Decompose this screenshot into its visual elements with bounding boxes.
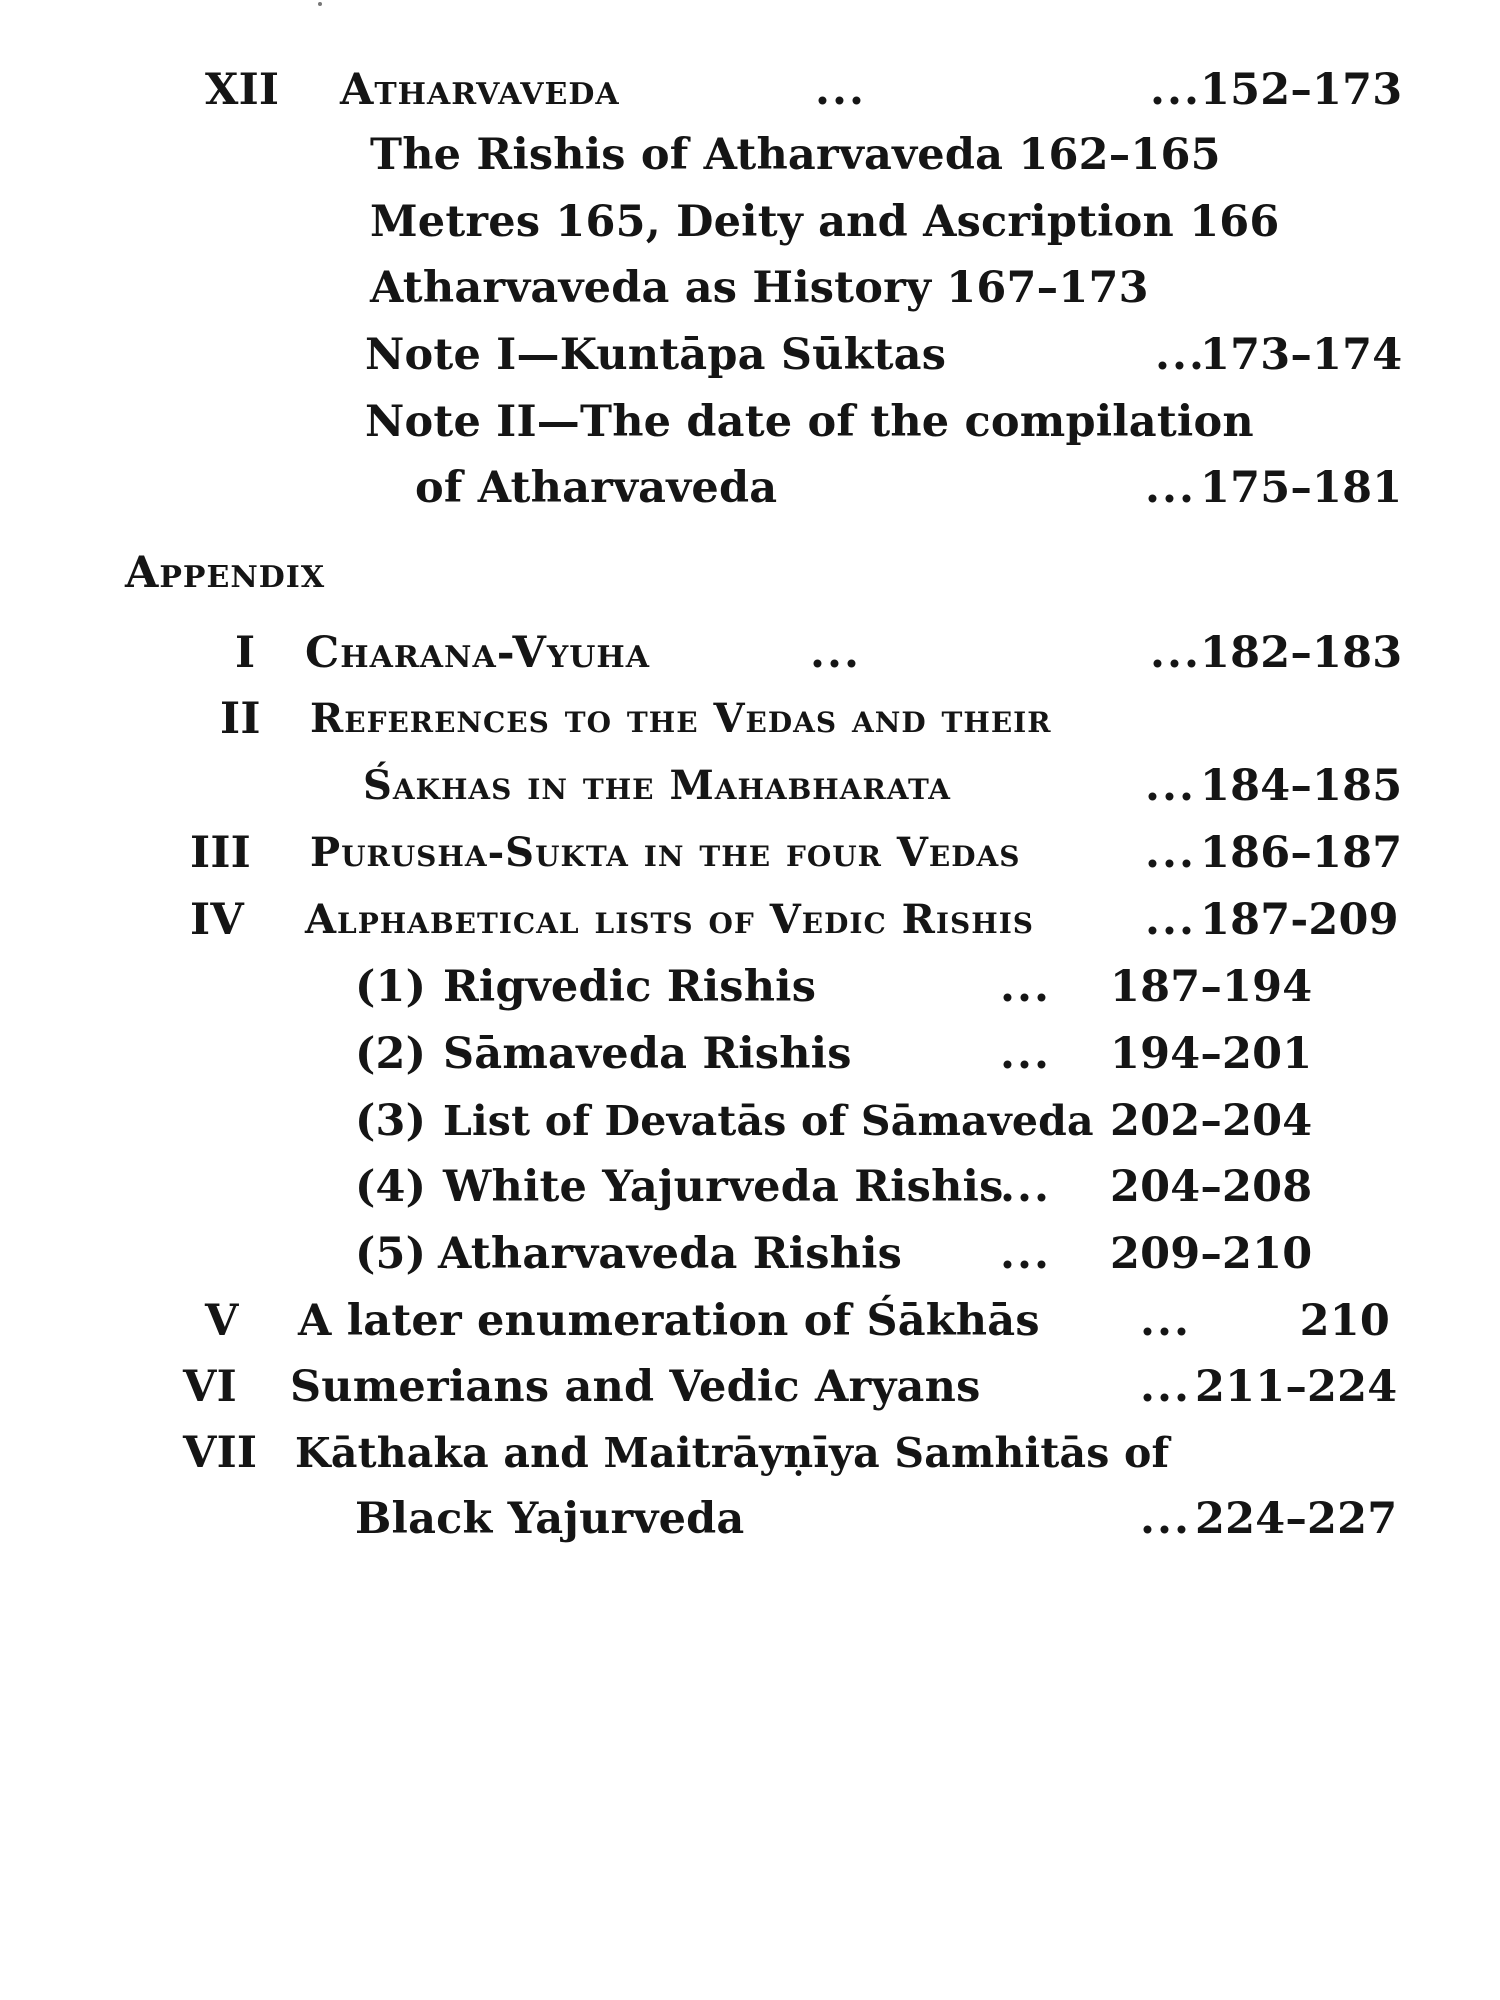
note-entry: Note I—Kuntāpa Sūktas — [365, 330, 947, 380]
leader-dots: ... — [1140, 1362, 1191, 1412]
appendix-title: Kāthaka and Maitrāyṇīya Samhitās of — [295, 1429, 1170, 1477]
appendix-number: II — [220, 694, 261, 744]
leader-dots: ... — [1000, 1229, 1051, 1279]
appendix-title: A later enumeration of Śākhās — [298, 1296, 1040, 1346]
leader-dots: ... — [810, 628, 861, 678]
leader-dots: ... — [1000, 962, 1051, 1012]
leader-dots: ... — [1140, 1296, 1191, 1346]
leader-dots: ... — [1000, 1029, 1051, 1079]
appendix-title: References to the Vedas and their — [310, 695, 1052, 742]
leader-dots: ... — [1150, 65, 1201, 115]
sub-item-title: Rigvedic Rishis — [443, 962, 817, 1012]
appendix-title: Sumerians and Vedic Aryans — [290, 1362, 981, 1412]
page-range: 210 — [1299, 1296, 1390, 1346]
leader-dots: ... — [815, 65, 866, 115]
page-range: 187–194 — [1110, 962, 1313, 1012]
leader-dots: ... — [1140, 1494, 1191, 1544]
sub-item-number: (5) — [355, 1229, 427, 1279]
appendix-number: I — [235, 628, 256, 678]
page-range: 186–187 — [1200, 828, 1403, 878]
appendix-title: Purusha-Sukta in the four Vedas — [310, 829, 1021, 876]
chapter-number: XII — [205, 65, 280, 115]
page-range: 211–224 — [1195, 1362, 1398, 1412]
sub-item-title: Sāmaveda Rishis — [443, 1029, 852, 1079]
page-range: 209–210 — [1110, 1229, 1313, 1279]
sub-item-number: (1) — [355, 962, 427, 1012]
page-range: 184–185 — [1200, 761, 1403, 811]
appendix-title: Alphabetical lists of Vedic Rishis — [305, 896, 1035, 943]
leader-dots: ... — [1000, 1162, 1051, 1212]
appendix-title-continued: Black Yajurveda — [355, 1494, 745, 1544]
page-range: 182–183 — [1200, 628, 1403, 678]
page-range: 204–208 — [1110, 1162, 1313, 1212]
leader-dots: ... — [1150, 628, 1201, 678]
appendix-number: III — [190, 828, 251, 878]
appendix-heading: Appendix — [125, 548, 326, 598]
sub-item-title: List of Devatās of Sāmaveda — [443, 1097, 1094, 1145]
note-entry-continued: of Atharvaveda — [415, 463, 778, 513]
note-entry: Note II—The date of the compilation — [365, 397, 1254, 447]
appendix-number: V — [205, 1296, 239, 1346]
leader-dots: ... — [1145, 828, 1196, 878]
page-range: 224–227 — [1195, 1494, 1398, 1544]
appendix-number: VI — [183, 1362, 237, 1412]
sub-item-title: Atharvaveda Rishis — [438, 1229, 903, 1279]
section-entry: The Rishis of Atharvaveda 162–165 — [370, 130, 1221, 180]
leader-dots: ... — [1145, 761, 1196, 811]
page-range: 202–204 — [1110, 1096, 1313, 1146]
appendix-number: VII — [183, 1428, 258, 1478]
page-range: 152–173 — [1200, 65, 1403, 115]
chapter-title: Atharvaveda — [340, 65, 620, 115]
sub-item-title: White Yajurveda Rishis — [443, 1162, 1004, 1212]
appendix-number: IV — [190, 895, 244, 945]
leader-dots: ... — [1155, 330, 1206, 380]
sub-item-number: (4) — [355, 1162, 427, 1212]
page-range: 173–174 — [1200, 330, 1403, 380]
sub-item-number: (3) — [355, 1096, 427, 1146]
leader-dots: ... — [1145, 895, 1196, 945]
page-range: 175–181 — [1200, 463, 1403, 513]
section-entry: Atharvaveda as History 167–173 — [370, 263, 1149, 313]
appendix-title-continued: Śakhas in the Mahabharata — [363, 762, 951, 809]
sub-item-number: (2) — [355, 1029, 427, 1079]
section-entry: Metres 165, Deity and Ascription 166 — [370, 197, 1280, 247]
page-range: 187-209 — [1200, 895, 1399, 945]
leader-dots: ... — [1145, 463, 1196, 513]
page-range: 194–201 — [1110, 1029, 1313, 1079]
appendix-title: Charana-Vyuha — [305, 628, 651, 678]
print-speck — [318, 2, 322, 6]
